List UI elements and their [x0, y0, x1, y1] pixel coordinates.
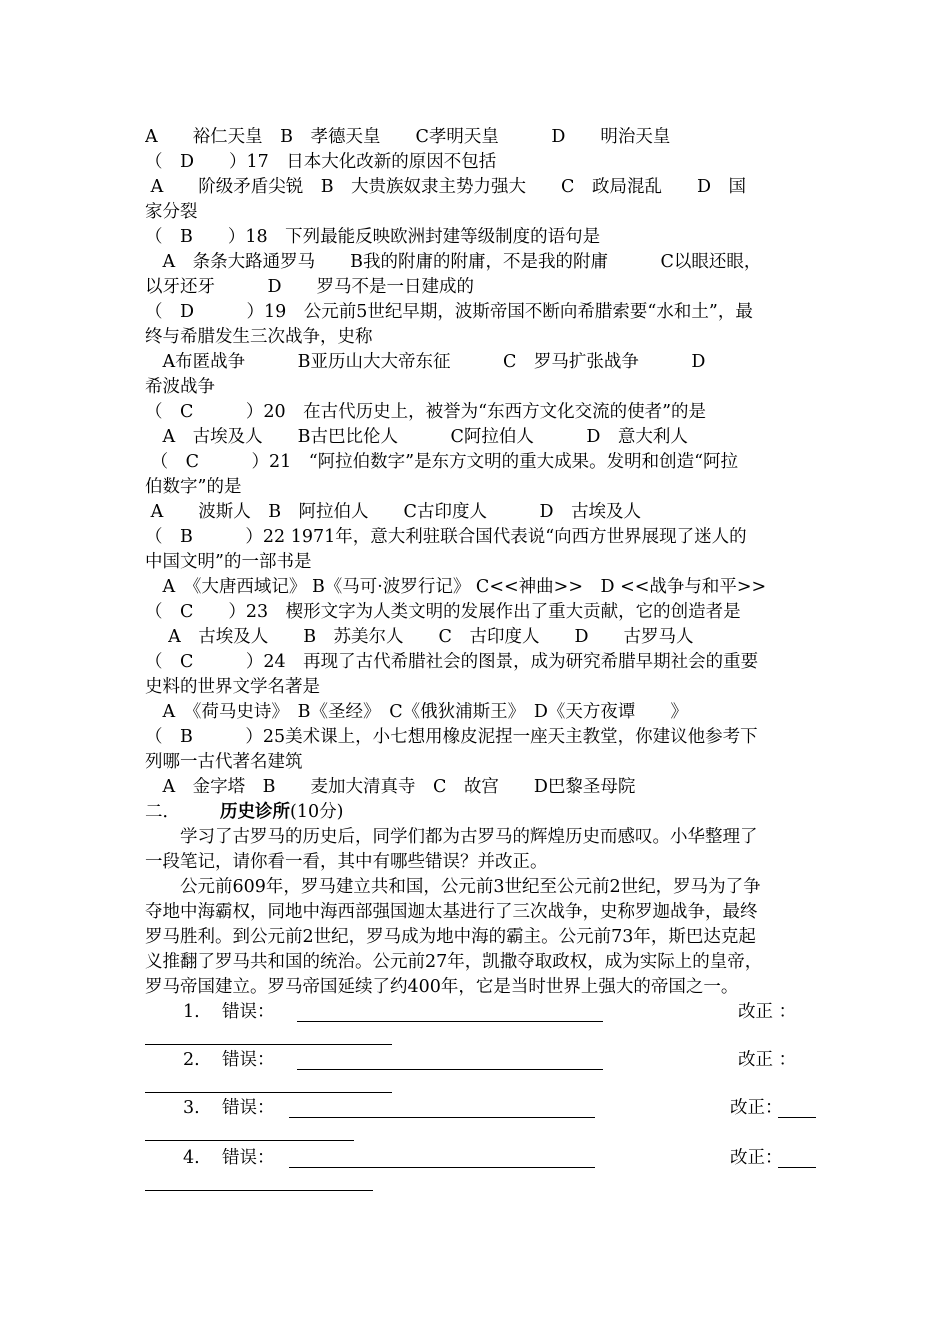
q21-options: A 波斯人 B 阿拉伯人 C古印度人 D 古埃及人: [145, 502, 641, 522]
section2-score: (10分): [290, 802, 344, 822]
blank-1-number: 1.: [183, 1002, 200, 1022]
q19-options-line1: A布匿战争 B亚历山大大帝东征 C 罗马扩张战争 D: [145, 352, 706, 372]
blank-3-error-line[interactable]: [289, 1117, 595, 1118]
q18-options-line2: 以牙还牙 D 罗马不是一日建成的: [145, 277, 475, 297]
blank-1-error-label: 错误：: [222, 1002, 275, 1022]
q24-stem-line1: （ C ）24 再现了古代希腊社会的图景，成为研究希腊早期社会的重要: [145, 652, 759, 672]
section2-intro-line1: 学习了古罗马的历史后，同学们都为古罗马的辉煌历史而感叹。小华整理了: [145, 827, 758, 847]
blank-4-fix-line-tail[interactable]: [778, 1167, 816, 1168]
blank-4-error-label: 错误：: [222, 1148, 275, 1168]
q19-stem-line2: 终与希腊发生三次战争，史称: [145, 327, 373, 347]
q16-options: A 裕仁天皇 B 孝德天皇 C孝明天皇 D 明治天皇: [145, 127, 671, 147]
passage-line: 义推翻了罗马共和国的统治。公元前27年，凯撒夺取政权，成为实际上的皇帝，: [145, 952, 763, 972]
blank-1-error-line[interactable]: [297, 1021, 603, 1022]
section2-heading: [145, 800, 825, 825]
q21-stem-line2: 伯数字”的是: [145, 477, 242, 497]
section2-intro-line2: 一段笔记，请你看一看，其中有哪些错误？并改正。: [145, 852, 548, 872]
q20-options: A 古埃及人 B古巴比伦人 C阿拉伯人 D 意大利人: [145, 427, 688, 447]
passage-line: 夺地中海霸权，同地中海西部强国迦太基进行了三次战争，史称罗迦战争，最终: [145, 902, 758, 922]
q23-options: A 古埃及人 B 苏美尔人 C 古印度人 D 古罗马人: [145, 627, 694, 647]
q22-stem-line1: （ B ）22 1971年，意大利驻联合国代表说“向西方世界展现了迷人的: [145, 527, 747, 547]
blank-3-fix-label: 改正：: [730, 1098, 783, 1118]
q18-stem: （ B ）18 下列最能反映欧洲封建等级制度的语句是: [145, 227, 601, 247]
q21-stem-line1: （ C ）21 “阿拉伯数字”是东方文明的重大成果。发明和创造“阿拉: [145, 452, 739, 472]
q23-stem: （ C ）23 楔形文字为人类文明的发展作出了重大贡献，它的创造者是: [145, 602, 741, 622]
q19-options-line2: 希波战争: [145, 377, 215, 397]
q22-stem-line2: 中国文明”的一部书是: [145, 552, 312, 572]
q19-stem-line1: （ D ）19 公元前5世纪早期，波斯帝国不断向希腊索要“水和土”，最: [145, 302, 753, 322]
q22-options: A 《大唐西域记》 B《马可·波罗行记》 C<<神曲>> D <<战争与和平>>: [145, 577, 767, 597]
blank-4-fix-line[interactable]: [145, 1190, 373, 1191]
q24-stem-line2: 史料的世界文学名著是: [145, 677, 320, 697]
q25-options: A 金字塔 B 麦加大清真寺 C 故宫 D巴黎圣母院: [145, 777, 636, 797]
passage-line: 罗马帝国建立。罗马帝国延续了约400年，它是当时世界上强大的帝国之一。: [145, 977, 739, 997]
blank-4-error-line[interactable]: [289, 1167, 595, 1168]
blank-1-fix-line[interactable]: [145, 1044, 392, 1045]
passage-line: 公元前609年，罗马建立共和国，公元前3世纪至公元前2世纪，罗马为了争: [145, 877, 761, 897]
blank-2-error-line[interactable]: [297, 1069, 603, 1070]
blank-2-error-label: 错误：: [222, 1050, 275, 1070]
passage-line: 罗马胜利。到公元前2世纪，罗马成为地中海的霸主。公元前73年，斯巴达克起: [145, 927, 756, 947]
blank-3-number: 3.: [183, 1098, 200, 1118]
q17-options-line1: A 阶级矛盾尖锐 B 大贵族奴隶主势力强大 C 政局混乱 D 国: [145, 177, 746, 197]
blank-3-error-label: 错误：: [222, 1098, 275, 1118]
blank-2-fix-label: 改正 ：: [738, 1050, 797, 1070]
blank-3-fix-line-tail[interactable]: [778, 1117, 816, 1118]
blank-4-fix-label: 改正：: [730, 1148, 783, 1168]
blank-3-fix-line[interactable]: [145, 1140, 354, 1141]
blank-2-fix-line[interactable]: [145, 1092, 392, 1093]
q20-stem: （ C ）20 在古代历史上，被誉为“东西方文化交流的使者”的是: [145, 402, 707, 422]
q18-options-line1: A 条条大路通罗马 B我的附庸的附庸，不是我的附庸 C以眼还眼，: [145, 252, 762, 272]
q25-stem-line2: 列哪一古代著名建筑: [145, 752, 303, 772]
section2-number: 二．: [145, 802, 180, 822]
q17-options-line2: 家分裂: [145, 202, 198, 222]
blank-4-number: 4.: [183, 1148, 200, 1168]
q25-stem-line1: （ B ）25美术课上，小七想用橡皮泥捏一座天主教堂，你建议他参考下: [145, 727, 758, 747]
blank-2-number: 2.: [183, 1050, 200, 1070]
q24-options: A 《荷马史诗》 B《圣经》 C《俄狄浦斯王》 D《天方夜谭 》: [145, 702, 688, 722]
section2-title: 历史诊所: [220, 802, 290, 822]
q17-stem: （ D ）17 日本大化改新的原因不包括: [145, 152, 497, 172]
blank-1-fix-label: 改正 ：: [738, 1002, 797, 1022]
